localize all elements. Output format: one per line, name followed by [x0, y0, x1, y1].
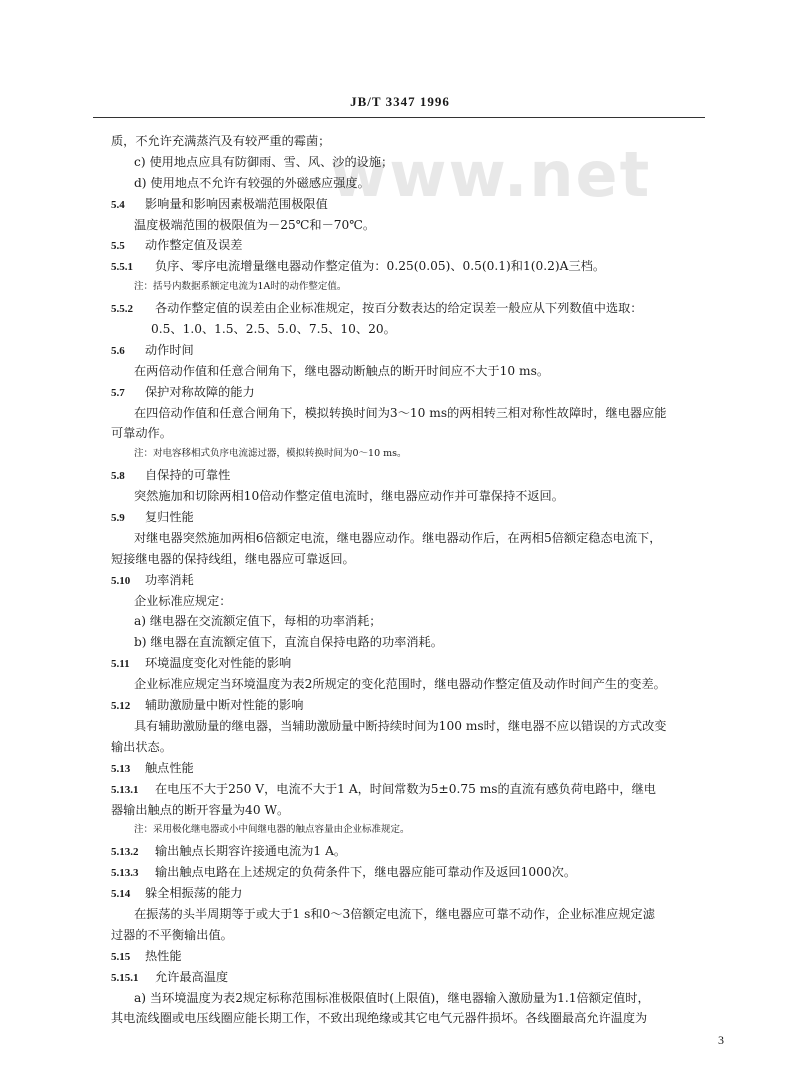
body-line: 短接继电器的保持线组，继电器应可靠返回。: [111, 551, 355, 566]
list-item: d) 使用地点不允许有较强的外磁感应强度。: [134, 175, 370, 190]
clause-line: 5.13.3 输出触点电路在上述规定的负荷条件下，继电器应能可靠动作及返回1000次。: [111, 865, 577, 880]
section-heading: 5.4 影响量和影响因素极端范围极限值: [111, 196, 328, 211]
page-number: 3: [718, 1033, 724, 1047]
header-rule: [93, 117, 705, 118]
section-heading: 5.10 功率消耗: [111, 572, 194, 587]
body-line: 在四倍动作值和任意合闸角下，模拟转换时间为3～10 ms的两相转三相对称性故障时，继电器应能: [134, 405, 667, 420]
section-heading: 5.9 复归性能: [111, 510, 194, 525]
standard-number: JB/T 3347 1996: [350, 94, 450, 109]
clause-line: 5.13.1 在电压不大于250 V，电流不大于1 A，时间常数为5±0.75 ms的直流有感负荷电路中，继电: [111, 781, 656, 796]
list-item: b) 继电器在直流额定值下，直流自保持电路的功率消耗。: [134, 635, 443, 650]
section-heading: 5.12 辅助激励量中断对性能的影响: [111, 698, 304, 713]
section-heading: 5.6 动作时间: [111, 342, 194, 357]
clause-line: 5.15.1 允许最高温度: [111, 969, 229, 984]
section-heading: 5.7 保护对称故障的能力: [111, 384, 255, 399]
section-heading: 5.11 环境温度变化对性能的影响: [111, 656, 292, 671]
body-line: 企业标准应规定：: [134, 593, 232, 608]
section-heading: 5.14 躲全相振荡的能力: [111, 886, 243, 901]
clause-line: 5.5.2 各动作整定值的误差由企业标准规定，按百分数表达的给定误差一般应从下列数值中选取：: [111, 301, 643, 316]
watermark: www.net: [330, 138, 652, 211]
body-line: 器输出触点的断开容量为40 W。: [111, 802, 290, 817]
body-line: 其电流线圈或电压线圈应能长期工作，不致出现绝缘或其它电气元器件损坏。各线圈最高允许温度为: [111, 1011, 648, 1026]
body-line: 质，不允许充满蒸汽及有较严重的霉菌；: [111, 134, 331, 148]
body-line: 具有辅助激励量的继电器，当辅助激励量中断持续时间为100 ms时，继电器不应以错误的方式改变: [134, 718, 667, 733]
section-heading: 5.13 触点性能: [111, 760, 194, 775]
section-heading: 5.15 热性能: [111, 948, 182, 963]
clause-line: 5.13.2 输出触点长期容许接通电流为1 A。: [111, 844, 347, 859]
clause-line: 5.5.1 负序、零序电流增量继电器动作整定值为：0.25(0.05)、0.5(0.1)和1(0.2)A三档。: [111, 259, 606, 274]
body-line: 突然施加和切除两相10倍动作整定值电流时，继电器应动作并可靠保持不返回。: [134, 489, 564, 504]
body-line: 输出状态。: [111, 739, 172, 754]
note-line: 注：括号内数据系额定电流为1A时的动作整定值。: [134, 281, 347, 293]
body-line: 对继电器突然施加两相6倍额定电流，继电器应动作。继电器动作后，在两相5倍额定稳态电流下，: [134, 530, 662, 545]
body-line: 过器的不平衡输出值。: [111, 927, 233, 942]
section-heading: 5.8 自保持的可靠性: [111, 468, 231, 483]
list-item: a) 继电器在交流额定值下，每相的功率消耗；: [134, 614, 382, 629]
note-line: 注：采用极化继电器或小中间继电器的触点容量由企业标准规定。: [134, 824, 410, 836]
document-body: [0, 131, 800, 1029]
body-line: 企业标准应规定当环境温度为表2所规定的变化范围时，继电器动作整定值及动作时间产生的变差。: [134, 677, 666, 692]
body-line: 0.5、1.0、1.5、2.5、5.0、7.5、10、20。: [151, 322, 396, 337]
body-line: 可靠动作。: [111, 426, 172, 441]
list-item: c) 使用地点应具有防御雨、雪、风、沙的设施；: [134, 154, 394, 169]
note-line: 注：对电容移相式负序电流滤过器，模拟转换时间为0～10 ms。: [134, 448, 407, 460]
body-line: 在振荡的头半周期等于或大于1 s和0～3倍额定电流下，继电器应可靠不动作，企业标准应规定滤: [134, 906, 655, 921]
body-line: 在两倍动作值和任意合闸角下，继电器动断触点的断开时间应不大于10 ms。: [134, 363, 550, 378]
body-line: 温度极端范围的极限值为－25℃和－70℃。: [134, 217, 376, 232]
list-item: a) 当环境温度为表2规定标称范围标准极限值时(上限值)，继电器输入激励量为1.1倍额定值时，: [134, 990, 650, 1005]
section-heading: 5.5 动作整定值及误差: [111, 238, 243, 253]
